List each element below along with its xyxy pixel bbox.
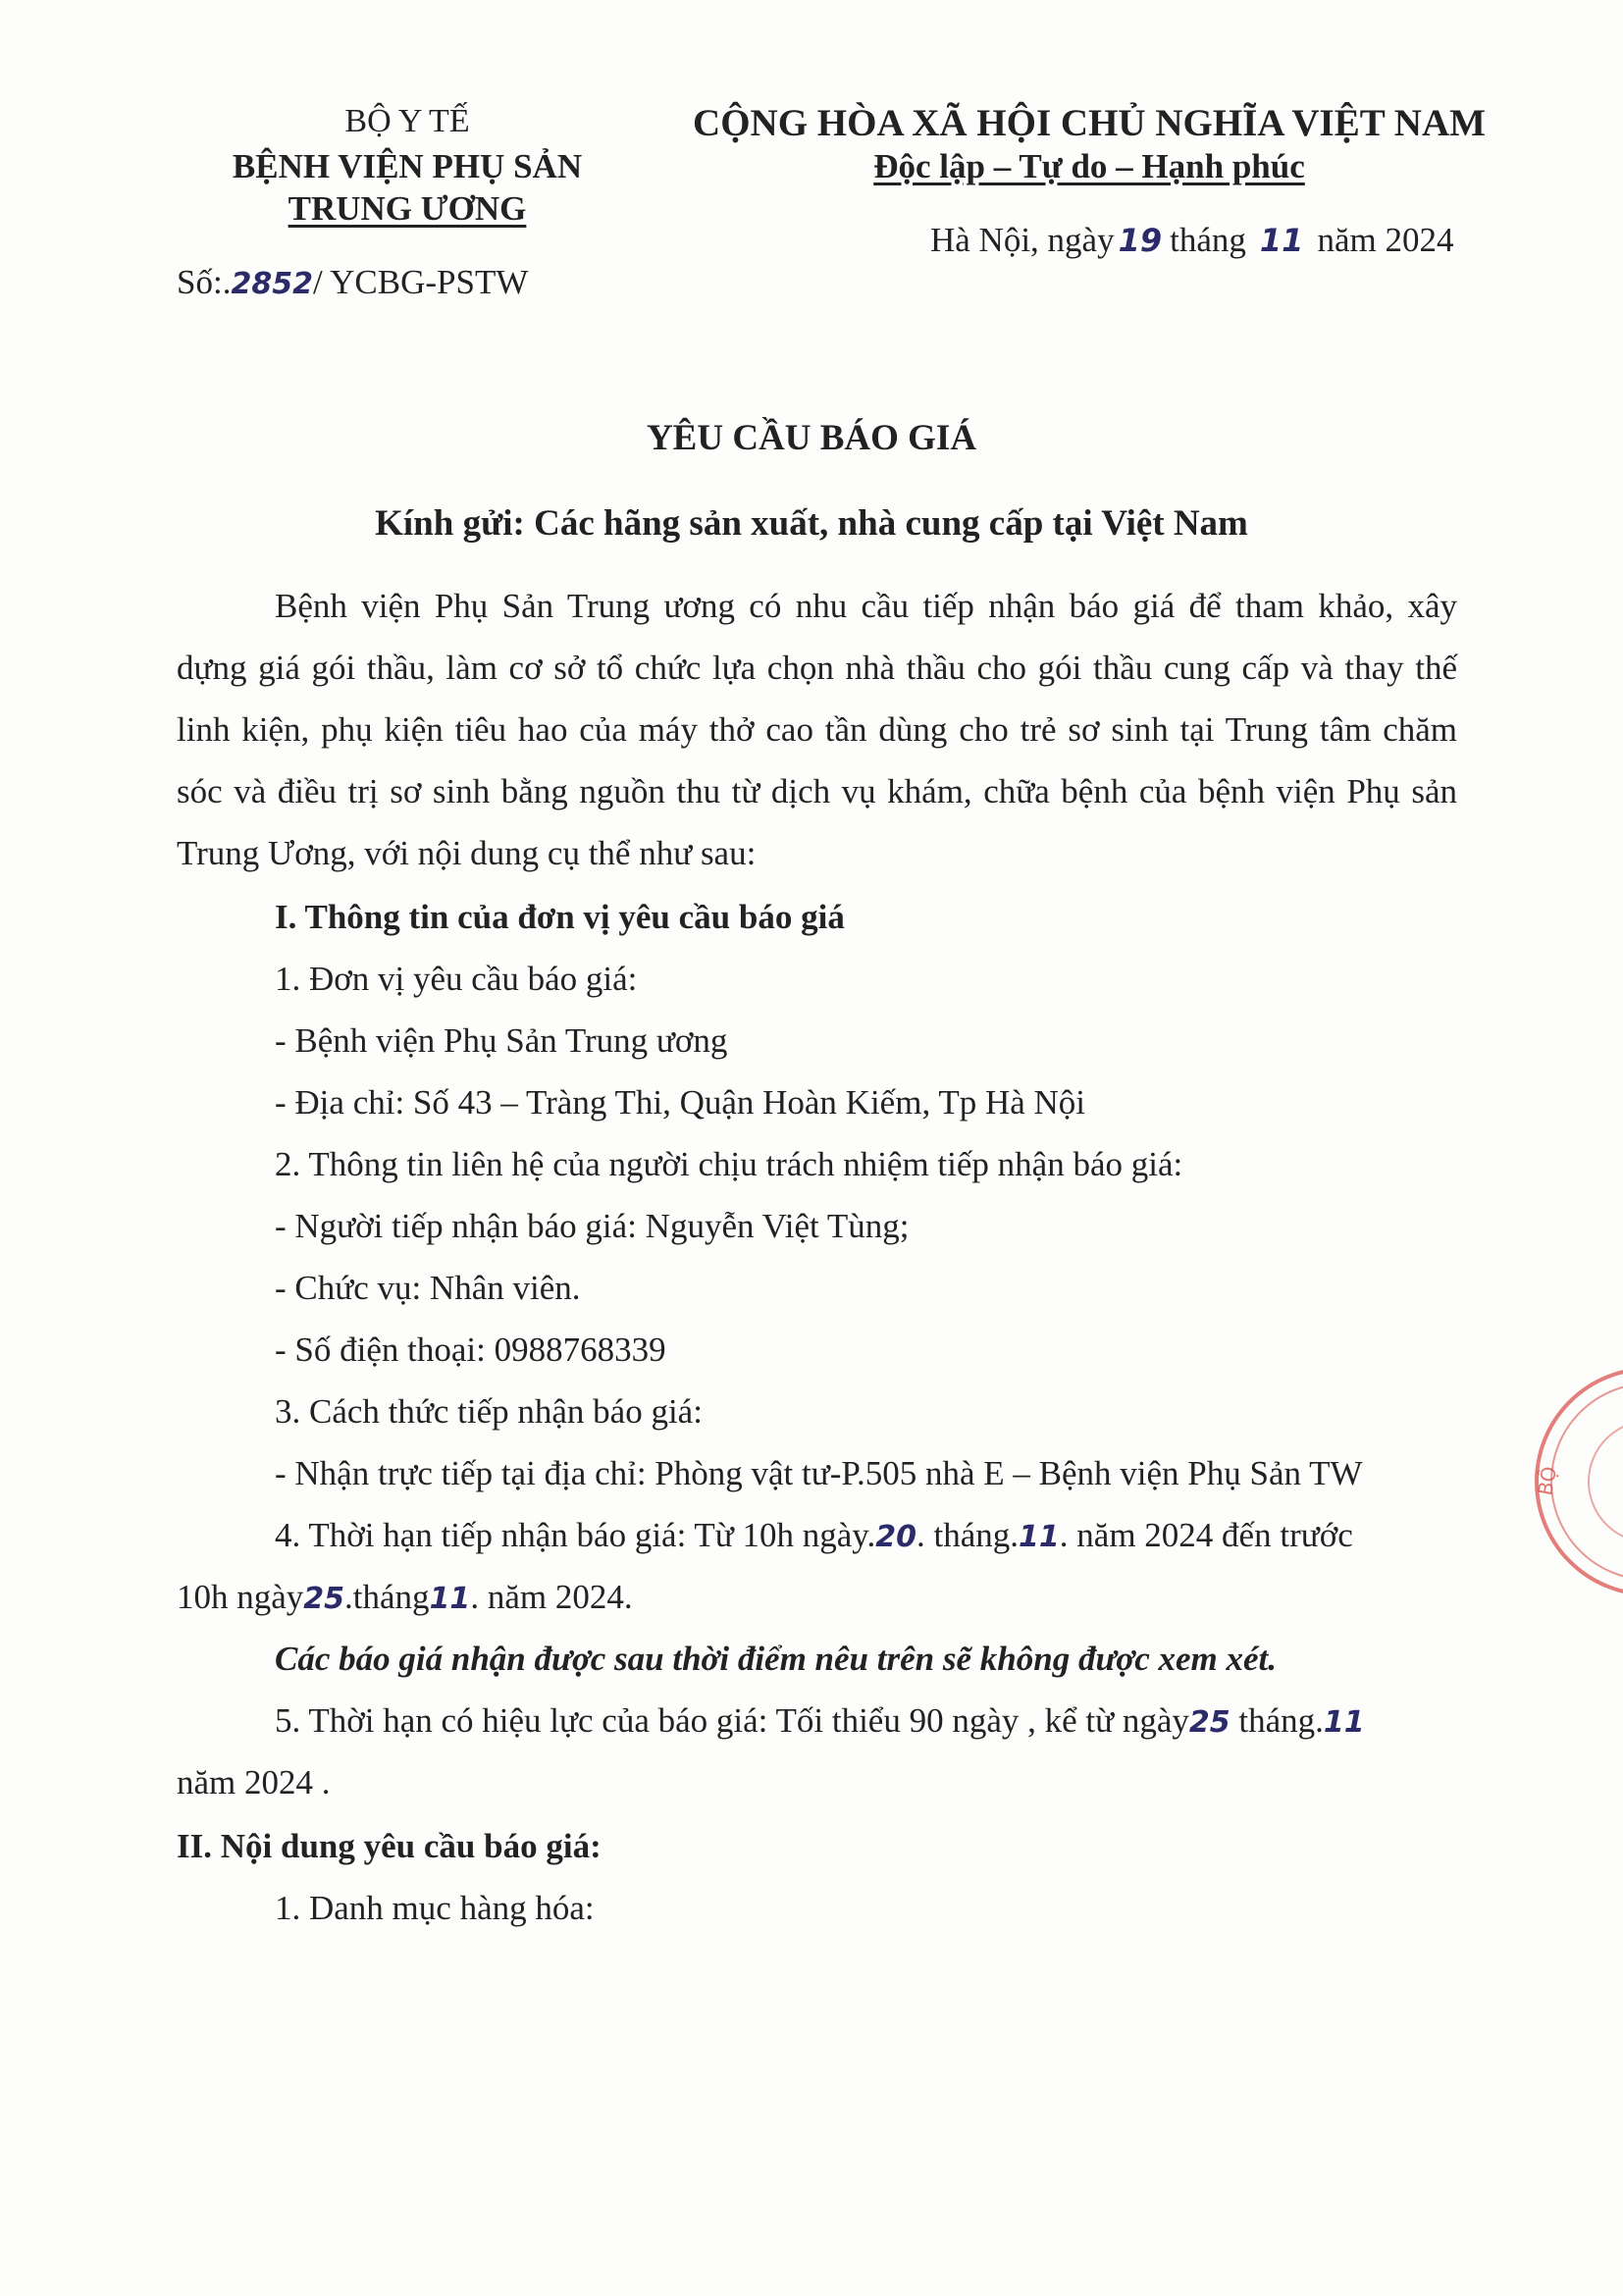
stamp-text: BỘ <box>1533 1464 1562 1497</box>
document-title: YÊU CẦU BÁO GIÁ <box>646 418 977 458</box>
date-year: năm 2024 <box>1317 221 1454 259</box>
validity-line1 <box>275 1701 1482 1741</box>
intro-paragraph <box>177 589 1457 898</box>
deadline-line2 <box>177 1578 633 1617</box>
intro-line: dựng giá gói thầu, làm cơ sở tổ chức lựa chọn nhà thầu cho gói thầu cung cấp và thay thế <box>177 649 1457 687</box>
intro-line: sóc và điều trị sơ sinh bằng nguồn thu từ dịch vụ khám, chữa bệnh của bệnh viện Phụ sản <box>177 772 1457 810</box>
section2-heading: II. Nội dung yêu cầu báo giá: <box>177 1827 602 1865</box>
document-number <box>177 263 528 302</box>
official-stamp <box>1527 1359 1623 1604</box>
date-prefix: Hà Nội, ngày <box>930 221 1115 259</box>
section1-line: - Số điện thoại: 0988768339 <box>275 1331 666 1369</box>
intro-line: linh kiện, phụ kiện tiêu hao của máy thở cao tần dùng cho trẻ sơ sinh tại Trung tâm chăm <box>177 710 1457 749</box>
country-name: CỘNG HÒA XÃ HỘI CHỦ NGHĨA VIỆT NAM <box>693 102 1486 144</box>
validity-day-handwritten: 25 <box>1188 1705 1230 1740</box>
deadline-text: 4. Thời hạn tiếp nhận báo giá: Từ 10h ngày. <box>275 1516 876 1554</box>
section1-line: - Nhận trực tiếp tại địa chỉ: Phòng vật tư-P.505 nhà E – Bệnh viện Phụ Sản TW <box>275 1454 1363 1492</box>
hospital-name-line2: TRUNG ƯƠNG <box>288 189 527 228</box>
national-motto: Độc lập – Tự do – Hạnh phúc <box>873 147 1305 185</box>
section1-line: - Bệnh viện Phụ Sản Trung ương <box>275 1021 728 1060</box>
section1-line: - Người tiếp nhận báo giá: Nguyễn Việt Tùng; <box>275 1207 910 1245</box>
deadline-text: 10h ngày <box>177 1578 304 1616</box>
validity-text: tháng. <box>1230 1701 1324 1740</box>
recipient-line: Kính gửi: Các hãng sản xuất, nhà cung cấp tại Việt Nam <box>375 503 1248 544</box>
date-month-label: tháng <box>1170 221 1246 259</box>
intro-line: Trung Ương, với nội dung cụ thể như sau: <box>177 834 757 872</box>
section1-line: - Chức vụ: Nhân viên. <box>275 1269 581 1307</box>
deadline-from <box>275 1516 1353 1555</box>
section2-item1: 1. Danh mục hàng hóa: <box>275 1889 595 1927</box>
deadline-month-handwritten: 11 <box>1019 1520 1060 1554</box>
section1-line: 1. Đơn vị yêu cầu báo giá: <box>275 960 638 998</box>
deadline-text: .tháng <box>344 1578 430 1616</box>
section1-line: - Địa chỉ: Số 43 – Tràng Thi, Quận Hoàn Kiếm, Tp Hà Nội <box>275 1083 1086 1122</box>
document-number-prefix: Số:. <box>177 263 232 301</box>
deadline-end-month-handwritten: 11 <box>429 1582 471 1616</box>
validity-text: 5. Thời hạn có hiệu lực của báo giá: Tối thiểu 90 ngày , kể từ ngày <box>275 1701 1189 1740</box>
date-day-handwritten: 19 <box>1118 222 1163 259</box>
date-month-handwritten: 11 <box>1259 222 1304 259</box>
hospital-name-line1: BỆNH VIỆN PHỤ SẢN <box>232 147 583 185</box>
deadline-end-day-handwritten: 25 <box>303 1582 345 1616</box>
section1-heading: I. Thông tin của đơn vị yêu cầu báo giá <box>275 898 845 936</box>
validity-line2: năm 2024 . <box>177 1763 331 1801</box>
validity-month-handwritten: 11 <box>1323 1705 1365 1740</box>
deadline-day-handwritten: 20 <box>875 1520 917 1554</box>
document-number-suffix: / YCBG-PSTW <box>312 263 529 301</box>
deadline-line1 <box>275 1516 1457 1555</box>
document-number-handwritten: 2852 <box>231 267 313 301</box>
issue-date <box>930 221 1453 260</box>
deadline-text: . tháng. <box>916 1516 1020 1554</box>
intro-line: Bệnh viện Phụ Sản Trung ương có nhu cầu tiếp nhận báo giá để tham khảo, xây <box>275 587 1457 625</box>
deadline-text: . năm 2024 đến trước <box>1059 1516 1353 1554</box>
section1-line: 2. Thông tin liên hệ của người chịu trách nhiệm tiếp nhận báo giá: <box>275 1145 1183 1183</box>
section1-line: 3. Cách thức tiếp nhận báo giá: <box>275 1392 703 1431</box>
ministry-name: BỘ Y TẾ <box>344 103 470 139</box>
deadline-text: . năm 2024. <box>470 1578 633 1616</box>
late-quote-note: Các báo giá nhận được sau thời điểm nêu trên sẽ không được xem xét. <box>275 1640 1277 1678</box>
